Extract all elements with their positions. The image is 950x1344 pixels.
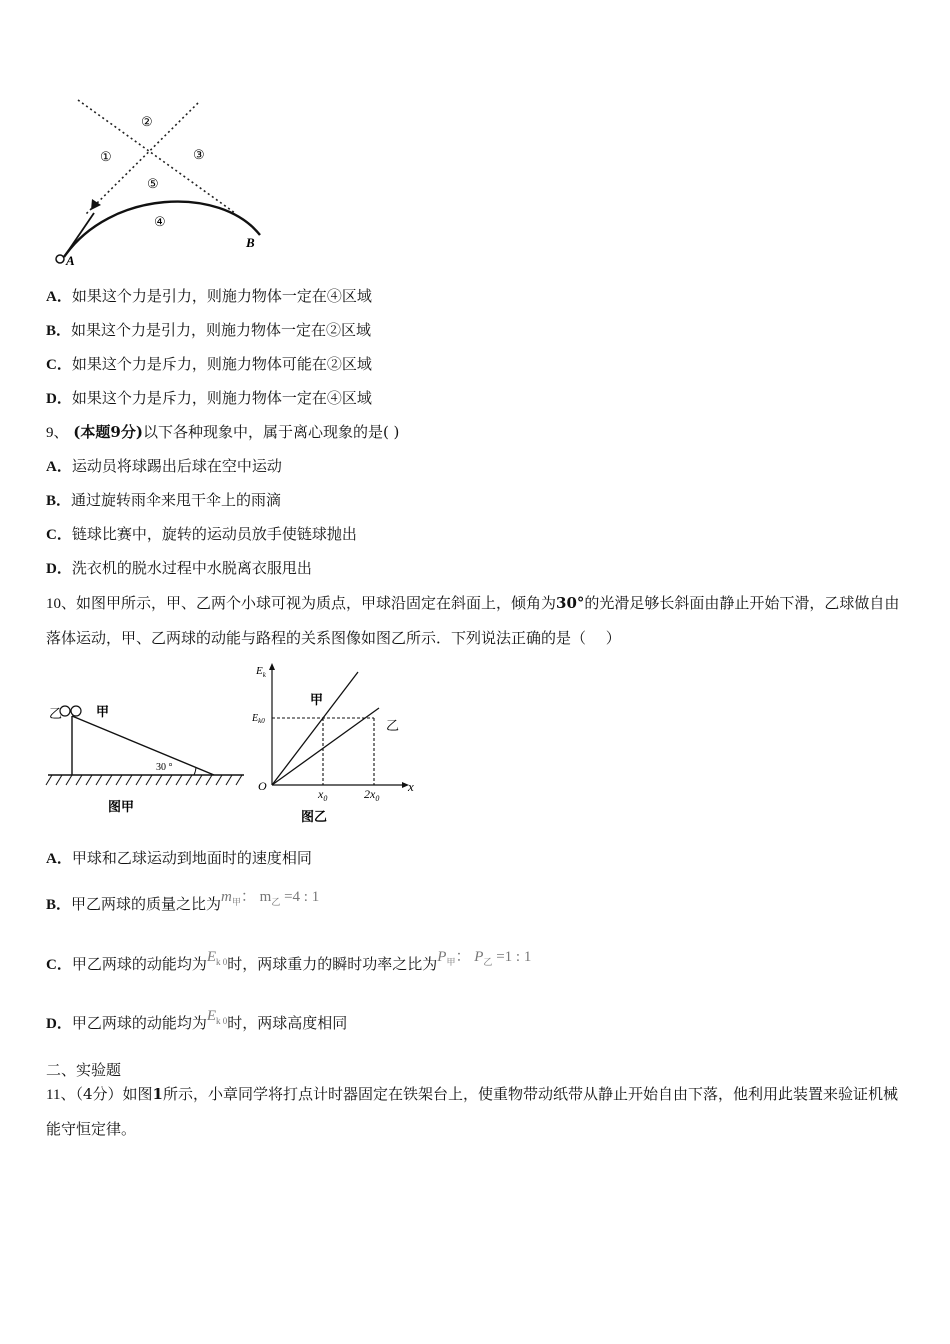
mass-ratio-formula: $m_甲$： $m_乙 =4$ : 1: [221, 889, 320, 907]
option-text: 甲乙两球的动能均为: [71, 955, 207, 973]
q9-stem: [46, 422, 399, 443]
power-ratio-formula: $P_甲$： $P_乙 =1$ : 1: [437, 949, 532, 967]
line-yi: [272, 708, 379, 785]
q8-option-a: [46, 286, 372, 307]
q11-stem: [46, 1077, 906, 1146]
option-text: 甲乙两球的质量之比为: [71, 895, 222, 913]
question-number: 10、: [46, 596, 77, 612]
trajectory-curve: [64, 202, 260, 257]
ground-hatch: [46, 775, 242, 785]
option-text: 甲乙两球的动能均为: [71, 1014, 207, 1032]
option-text: 如果这个力是引力，则施力物体一定在④区域: [71, 287, 372, 305]
section-title: 二、实验题: [46, 1061, 122, 1079]
region-3-label: ③: [193, 147, 205, 162]
q10-option-a: [46, 848, 312, 869]
q10-stem: [46, 586, 906, 655]
score-label: (本题9分): [73, 423, 143, 441]
q8-option-b: [46, 320, 371, 341]
q10-option-d: [46, 1008, 348, 1039]
option-letter: D．: [46, 1016, 72, 1032]
score-label: （4分）: [75, 1085, 123, 1103]
option-letter: C．: [46, 957, 72, 973]
option-letter: C．: [46, 527, 72, 543]
region-4-label: ④: [154, 214, 166, 229]
line-yi-label: 乙: [386, 718, 400, 733]
angle-label: 30 °: [156, 762, 173, 773]
figure-number: 1: [152, 1085, 163, 1103]
option-text: 通过旋转雨伞来甩干伞上的雨滴: [71, 491, 282, 509]
ek0-formula: $E_{k 0}$: [206, 949, 228, 967]
option-letter: B．: [46, 493, 72, 509]
velocity-arrow: [64, 213, 94, 257]
velocity-arrowhead: [91, 199, 101, 210]
stem-part-1: 如图甲所示，甲、乙两个小球可视为质点，甲球沿固定在斜面上，倾角为: [76, 594, 557, 612]
option-text: 如果这个力是引力，则施力物体一定在②区域: [71, 321, 372, 339]
q9-option-b: [46, 490, 281, 511]
angle-value: 30°: [556, 594, 585, 612]
x0-label: $x_0$: [318, 787, 328, 803]
q9-option-d: [46, 558, 312, 579]
point-a-dot: [56, 255, 64, 263]
stem-text-b: 所示，小章同学将打点计时器固定在铁架台上，使重物带动纸带从静止开始自由下落，他利用此装置来验证机械能守恒定律。: [46, 1085, 898, 1138]
q9-option-a: [46, 456, 282, 477]
option-text: 甲球和乙球运动到地面时的速度相同: [71, 849, 312, 867]
option-letter: A．: [46, 851, 72, 867]
option-letter: A．: [46, 289, 72, 305]
q8-option-d: [46, 388, 372, 409]
option-letter: D．: [46, 561, 72, 577]
option-text-2: 时，两球重力的瞬时功率之比为: [227, 955, 438, 973]
question-number: 11、: [46, 1087, 76, 1103]
point-b-label: B: [246, 235, 255, 250]
q10-option-b: [46, 889, 320, 920]
option-text: 链球比赛中，旋转的运动员放手使链球抛出: [71, 525, 357, 543]
ek0-label: $E_{k0}$: [252, 713, 265, 725]
x-axis-label: x: [408, 779, 414, 794]
question-number: 9、: [46, 425, 69, 441]
option-letter: B．: [46, 897, 72, 913]
trajectory-figure: [50, 95, 280, 270]
ball-yi-label: 乙: [49, 706, 63, 721]
q8-option-c: [46, 354, 372, 375]
option-letter: A．: [46, 459, 72, 475]
incline-line: [72, 716, 214, 775]
question-stem: 以下各种现象中，属于离心现象的是( ): [142, 423, 400, 441]
point-a-label: A: [66, 253, 75, 268]
figure-yi-caption: 图乙: [301, 809, 328, 824]
stem-text-a: 如图: [122, 1085, 153, 1103]
ball-jia-label: 甲: [96, 704, 110, 719]
angle-arc: [194, 767, 196, 775]
line-jia: [272, 672, 358, 785]
figure-jia-caption: 图甲: [108, 799, 135, 814]
q10-option-c: [46, 949, 532, 980]
region-2-label: ②: [141, 114, 153, 129]
y-axis-label: $E_k$: [256, 665, 266, 679]
region-1-label: ①: [100, 149, 112, 164]
ek0-formula: $E_{k 0}$: [206, 1008, 228, 1026]
option-letter: D．: [46, 391, 72, 407]
option-letter: C．: [46, 357, 72, 373]
stem-part-2: 的光滑足够长斜面由静止开始下滑，乙球做自由落体运动，甲、乙两球的动能与路程的关系图像如图乙所示．下列说法正确的是（ ）: [46, 594, 900, 647]
option-text: 如果这个力是斥力，则施力物体可能在②区域: [71, 355, 372, 373]
two-x0-label: $2x_0$: [364, 787, 380, 803]
option-letter: B．: [46, 323, 72, 339]
line-jia-label: 甲: [310, 692, 324, 707]
option-text: 洗衣机的脱水过程中水脱离衣服甩出: [71, 559, 312, 577]
q9-option-c: [46, 524, 357, 545]
option-text-2: 时，两球高度相同: [227, 1014, 348, 1032]
origin-label: O: [258, 779, 267, 793]
option-text: 运动员将球踢出后球在空中运动: [71, 457, 282, 475]
figure-yi: [252, 660, 427, 830]
y-axis-arrow: [269, 663, 275, 670]
region-5-label: ⑤: [147, 176, 159, 191]
figure-jia: [44, 698, 254, 818]
ball-jia: [71, 706, 81, 716]
option-text: 如果这个力是斥力，则施力物体一定在④区域: [71, 389, 372, 407]
